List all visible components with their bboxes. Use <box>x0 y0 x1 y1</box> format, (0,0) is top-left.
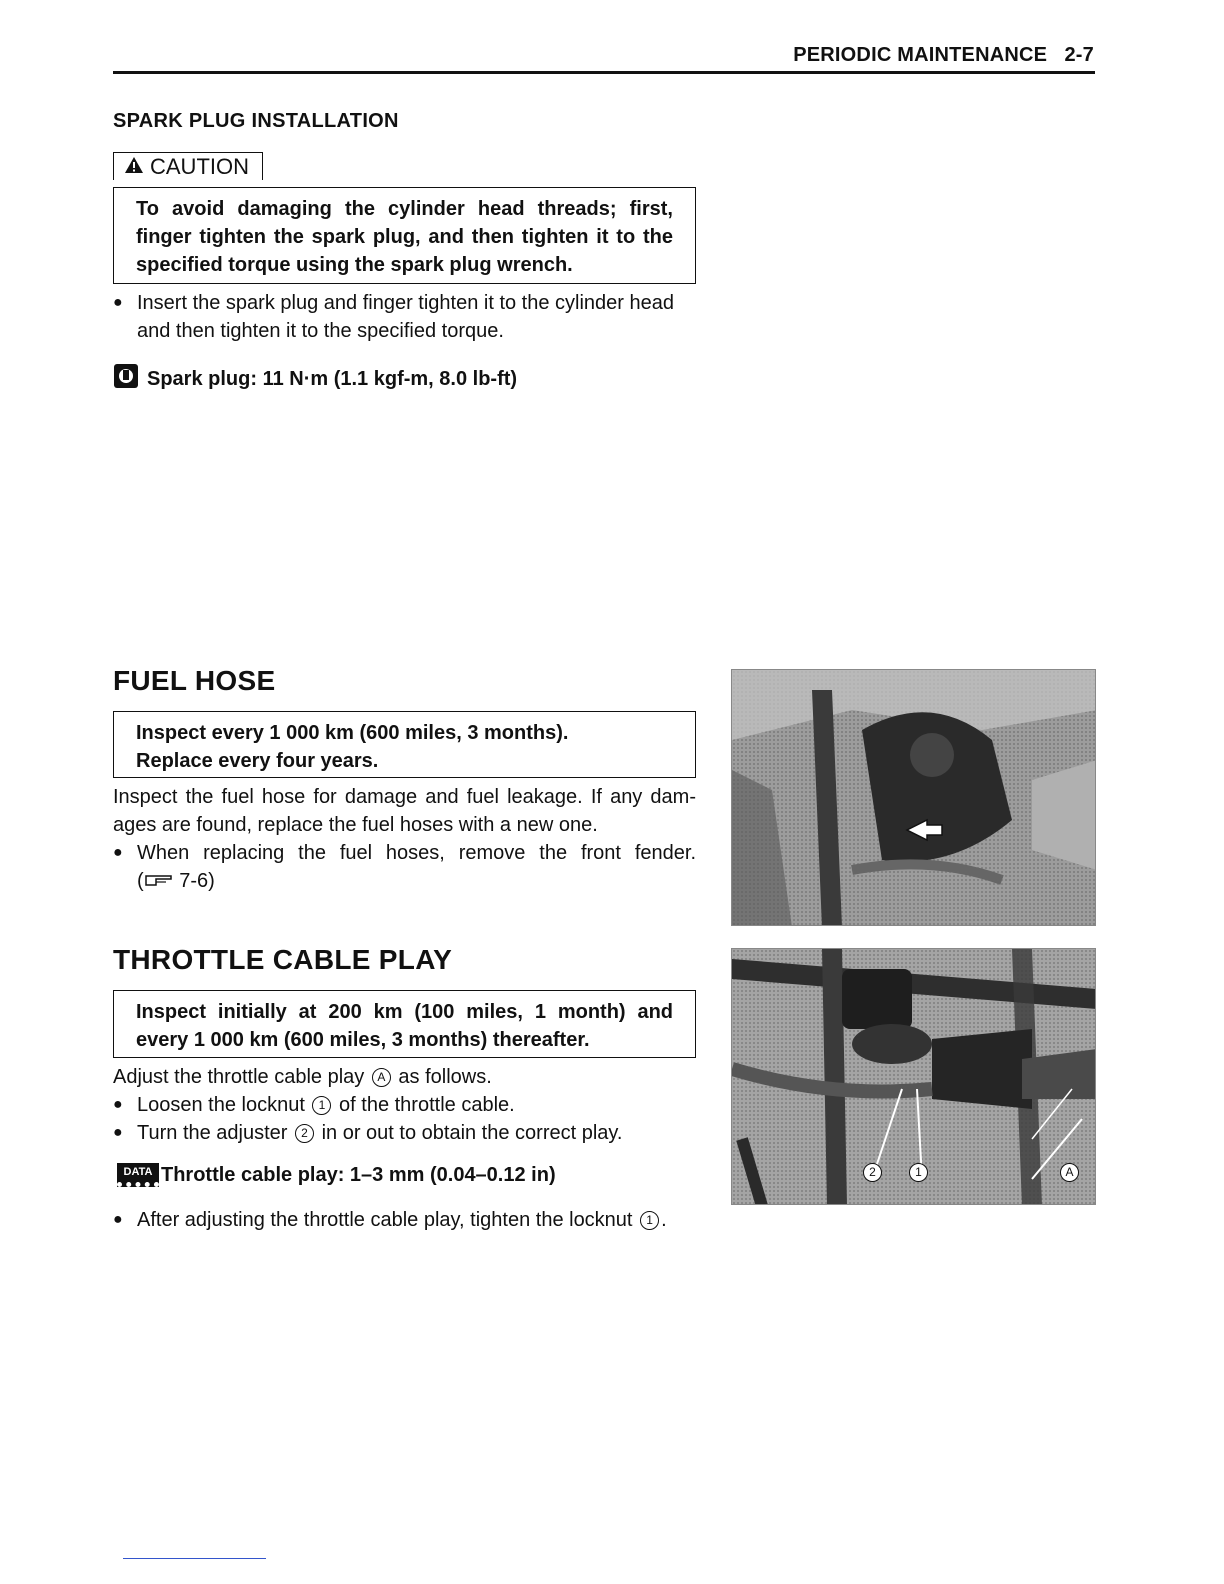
ref-page: 7-6 <box>179 870 209 892</box>
bullet-line: and then tighten it to the specified torque. <box>137 320 504 342</box>
marker-2: 2 <box>295 1124 314 1143</box>
bullet-line: Insert the spark plug and finger tighten it to the cylinder head <box>137 292 675 314</box>
photo-marker-1: 1 <box>909 1163 928 1182</box>
header-rule <box>113 71 1095 74</box>
marker-a: A <box>372 1068 391 1087</box>
throttle-intro-text-end: as follows. <box>398 1066 492 1088</box>
spark-plug-spec <box>113 363 517 395</box>
photo-marker-2: 2 <box>863 1163 882 1182</box>
spark-plug-spec-text: Spark plug: 11 N·m (1.1 kgf-m, 8.0 lb-ft) <box>147 367 518 390</box>
caution-box <box>113 187 696 284</box>
throttle-intro <box>113 1063 696 1091</box>
fuel-hose-para-line: Inspect the fuel hose for damage and fuel leakage. If any dam- <box>113 786 696 808</box>
fuel-hose-body <box>113 783 696 895</box>
caution-label: CAUTION <box>150 153 249 179</box>
bullet-dot: ● <box>113 1124 123 1141</box>
photo-label-2 <box>861 1161 884 1184</box>
torque-wrench-icon <box>113 363 139 395</box>
fuel-hose-bullet-line: When replacing the fuel hoses, remove the front fender. <box>137 842 696 864</box>
marker-1: 1 <box>640 1211 659 1230</box>
throttle-box-line: Inspect initially at 200 km (100 miles, 1 month) and <box>136 1001 673 1023</box>
photo-marker-a: A <box>1060 1163 1079 1182</box>
data-icon: DATA <box>117 1163 159 1187</box>
fuel-hose-box-line: Inspect every 1 000 km (600 miles, 3 months). <box>136 722 569 744</box>
bullet-text-end: in or out to obtain the correct play. <box>321 1122 623 1144</box>
fuel-hose-box-line: Replace every four years. <box>136 750 379 772</box>
bullet-text: After adjusting the throttle cable play, tighten the locknut <box>137 1209 633 1231</box>
throttle-box-line: every 1 000 km (600 miles, 3 months) thereafter. <box>136 1029 590 1051</box>
throttle-bullet-3 <box>137 1206 667 1234</box>
throttle-bullet-1 <box>137 1091 515 1119</box>
bullet-text-end: of the throttle cable. <box>339 1094 515 1116</box>
header-title: PERIODIC MAINTENANCE <box>793 44 1048 66</box>
bullet-dot: ● <box>113 844 123 861</box>
throttle-spec <box>117 1163 556 1187</box>
bullet-dot: ● <box>113 1096 123 1113</box>
caution-line: specified torque using the spark plug wrench. <box>136 254 573 276</box>
fuel-hose-ref: ( 7-6) <box>137 870 215 892</box>
throttle-body <box>113 1063 696 1147</box>
spark-plug-bullet <box>113 289 696 345</box>
page-header <box>793 44 1094 67</box>
marker-1: 1 <box>312 1096 331 1115</box>
bullet-text: Turn the adjuster <box>137 1122 288 1144</box>
footer-line <box>123 1558 266 1559</box>
page-number: 2-7 <box>1064 44 1094 66</box>
photo-label-1 <box>907 1161 930 1184</box>
spark-plug-heading: SPARK PLUG INSTALLATION <box>113 110 399 132</box>
photo-label-a <box>1058 1161 1081 1184</box>
fuel-hose-para-line: ages are found, replace the fuel hoses with a new one. <box>113 814 598 836</box>
bullet-text: Loosen the locknut <box>137 1094 305 1116</box>
bullet-dot: ● <box>113 294 123 311</box>
caution-line: finger tighten the spark plug, and then tighten it to the <box>136 226 673 248</box>
throttle-photo <box>731 948 1096 1205</box>
throttle-intro-text: Adjust the throttle cable play <box>113 1066 365 1088</box>
caution-badge <box>113 152 263 180</box>
throttle-spec-text: Throttle cable play: 1–3 mm (0.04–0.12 in) <box>161 1163 556 1186</box>
bullet-dot: ● <box>113 1211 123 1228</box>
bullet-text-end: . <box>661 1209 667 1231</box>
caution-line: To avoid damaging the cylinder head threads; first, <box>136 198 673 220</box>
fuel-hose-box <box>113 711 696 778</box>
throttle-final <box>113 1206 696 1234</box>
pointing-hand-icon <box>144 870 174 892</box>
warning-triangle-icon <box>124 154 144 180</box>
throttle-box <box>113 990 696 1058</box>
fuel-hose-title: FUEL HOSE <box>113 665 276 696</box>
fuel-hose-photo <box>731 669 1096 926</box>
throttle-title: THROTTLE CABLE PLAY <box>113 944 453 975</box>
throttle-bullet-2 <box>137 1119 623 1147</box>
fuel-hose-photo-graphic <box>732 670 1096 926</box>
